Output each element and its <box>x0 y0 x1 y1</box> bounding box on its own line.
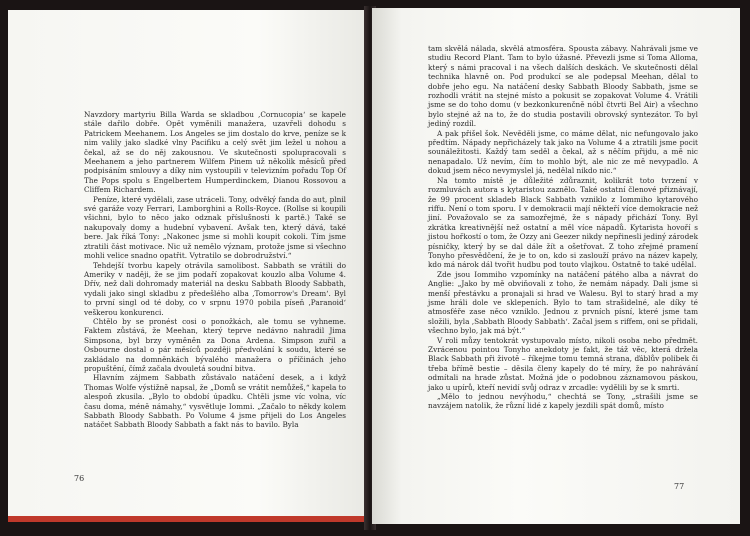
left-page <box>8 10 366 522</box>
right-page-text <box>428 44 698 411</box>
right-page <box>372 8 740 524</box>
paragraph: V roli můzy tentokrát vystupovalo místo, nikoli osoba nebo předmět. Zvrácenou pointou Tonyho anekdoty je fakt, že táž věc, která držela Black Sabbath při životě – říkejme tomu temná strana, ďáblův polibek či třeba břímě bestie – děsila členy kapely do té míry, že po nahrávání odmítali na hrade zůstat. Možná jde o podobnou záznamovou páskou, jako u upírů, kteří nevidí svůj odraz v zrcadle: vydělili by se k smrti. <box>428 335 698 392</box>
paragraph: Peníze, které vydělali, zase utráceli. Tony, odvěký fanda do aut, plnil své garáže vozy Ferrari, Lamborghini a Rolls-Royce. (Rollse si koupili všichni, bylo to něco jako odznak příslušnosti k partě.) Také se nakupovaly domy a hudební vybavení. Avšak ten, který dává, také bere. Jak říká Tony: „Nakonec jsme si mohli koupit cokoli. Tím jsme ztratili část motivace. Nic už nemělo význam, protože jsme si všechno mohli velice snadno opatřit. Vytratilo se dobrodružství.“ <box>84 194 346 261</box>
page-number: 76 <box>74 474 85 483</box>
paragraph: Chtělo by se pronést cosi o ponožkách, ale tomu se vyhneme. Faktem zůstává, že Meehan, který teprve nedávno nahradil Jima Simpsona, byl brzy vyměněn za Dona Ardena. Simpson zuřil a Osbourne dostal o pár měsíců později předvolání k soudu, které se zakládalo na domněnkách bývalého manažera o příčinách jeho propuštění, čímž začala dvouletá soudní bitva. <box>84 316 346 373</box>
paragraph: „Mělo to jednou nevýhodu,“ chechtá se Tony, „strašili jsme se navzájem natolik, že různí lidé z kapely jezdili spát domů, místo <box>428 392 698 411</box>
paragraph: Navzdory martyriu Billa Warda se skladbou ‚Cornucopia‘ se kapele stále dařilo dobře. Opět vyměnili manažera, uzavřeli dohodu s Patrickem Meehanem. Los Angeles se jim dostalo do krve, peníze se k nim valily jako sladké vlny Pacifiku a celý svět jim ležel u nohou a čekal, až se do něj zakousnou. Ve skutečnosti spolupracovali s Meehanem a jeho partnerem Wilfem Pinem už několik měsíců před podpisáním smlouvy a díky nim vystoupili v televizním pořadu Top Of The Pops spolu s Engelbertem Humperdinckem, Dianou Rossovou a Cliffem Richardem. <box>84 110 346 195</box>
paragraph: A pak přišel šok. Nevěděli jsme, co máme dělat, nic nefungovalo jako předtím. Nápady nepřicházely tak jako na Volume 4 a ztratili jsme pocit sounáležitosti. Každý tam seděl a čekal, až s něčím přijdu, a mě nic nenapadalo. Už nevím, čím to mohlo být, ale nic ze mě nevypadlo. A dokud jsem něco nevymyslel já, nedělal nikdo nic.“ <box>428 128 698 176</box>
paragraph: Zde jsou Iommiho vzpomínky na natáčení pátého alba a návrat do Anglie: „Jako by mě obviňovali z toho, že nemám nápady. Dali jsme si menší přestávku a pronajali si hrad ve Walesu. Byl to starý hrad a my jsme hráli dole ve sklepeních. Bylo to tam strašidelné, ale díky té atmosféře zase něco vzniklo. Jednou z prvních písní, které jsme tam složili, byla ‚Sabbath Bloody Sabbath‘. Začal jsem s riffem, oni se přidali, všechno bylo, jak má být.“ <box>428 269 698 336</box>
left-page-text <box>84 110 346 430</box>
paragraph: Tehdejší tvorbu kapely otrávila samolibost. Sabbath se vrátili do Ameriky v naději, že se jim podaří zopakovat kouzlo alba Volume 4. Dřív, než dali dohromady materiál na desku Sabbath Bloody Sabbath, vydali jako singl skladbu z předešlého alba ‚Tomorrow's Dream‘. Byl to první singl od té doby, co v srpnu 1970 pobila píseň ‚Paranoid‘ veškerou konkurenci. <box>84 260 346 317</box>
paragraph: Hlavním zájmem Sabbath zůstávalo natáčení desek, a i když Thomas Wolfe výstižně napsal, že „Domů se vrátit nemůžeš,“ kapela to alespoň zkusila. „Bylo to období úpadku. Chtěli jsme víc volna, víc času doma, méně námahy,“ vysvětluje Iommi. „Začalo to někdy kolem Sabbath Bloody Sabbath. Po Volume 4 jsme přijeli do Los Angeles natáčet Sabbath Bloody Sabbath a fakt nás to bavilo. Byla <box>84 373 346 430</box>
paragraph: tam skvělá nálada, skvělá atmosféra. Spousta zábavy. Nahrávali jsme ve studiu Record Plant. Tam to bylo úžasné. Převezli jsme si Toma Allomа, který s námi pracoval i na všech dalších deskách. Ve skutečnosti dělal technika hlavně on. Pod produkcí se ale podepsal Meehan, dělal to dobře jeho egu. Na natáčení desky Sabbath Bloody Sabbath, jsme se rozhodli vrátit na stejné místo a pokusit se zopakovat Volume 4. Vrátili jsme se do toho domu (v bezkonkurenčně nóbl čtvrti Bel Air) a všechno bylo stejné až na to, že do studia postavili obrovský syntezátor. To byl jediný rozdíl. <box>428 44 698 129</box>
paragraph: Na tomto místě je důležité zdůraznit, kolikrát toto tvrzení v rozmluvách autora s kytaristou zaznělo. Také ostatní členové přiznávají, že 99 procent skladeb Black Sabbath vzniklo z Iommiho kytarového riffu. Není o tom sporu. I v demokracii mají někteří více demokracie než jiní. Považovalo se za samozřejmé, že s nápady přichází Tony. Byl zkrátka kreativnější než ostatní a měl více nápadů. Kytarista hovoří s jistou hořkostí o tom, že Ozzy ani Geezer nikdy nepřinesli jediný zárodek písničky, který by se dal dále žít a ošetřovat. Z toho zřejmé pramení Tonyho přesvědčení, že je to on, kdo si zaslouží právo na název kapely, kdo má nárok dál tvořit hudbu pod touto vlajkou. Ostatně to také udělal. <box>428 175 698 270</box>
page-number: 77 <box>674 482 685 491</box>
